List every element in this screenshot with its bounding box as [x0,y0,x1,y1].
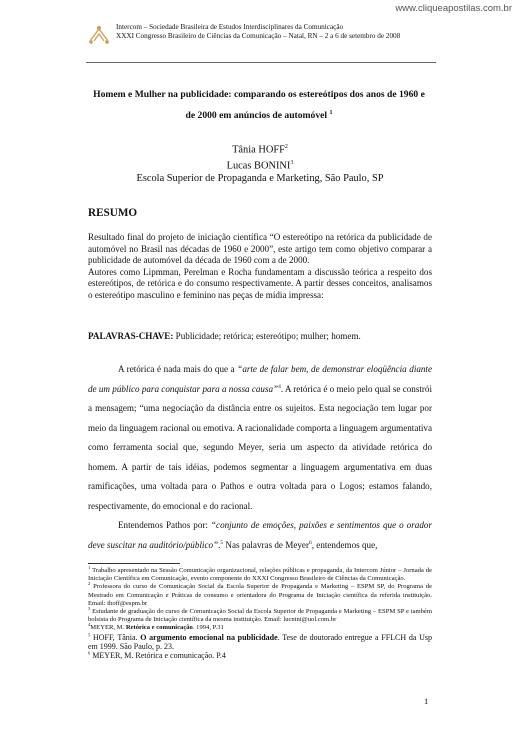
keywords-label: PALAVRAS-CHAVE: [88,331,174,341]
affiliation: Escola Superior de Propaganda e Marketing, São Paulo, SP [136,172,384,184]
footnote-6: $^6$ MEYER, M. Retórica e comunicação. P.4 [88,650,226,661]
author-block [88,141,432,185]
abstract-heading: RESUMO [88,207,138,219]
footnote-divider [88,563,180,564]
body-paragraph-1: A retórica é nada mais do que a “arte de falar bem, de demonstrar eloqüência diante de um público para conquistar para a nossa causa”$^4$. A retórica é o meio pelo qual se constrói a mensagem; “uma negociação da distância entre os sujeitos. Esta negociação tem lugar por meio da linguagem racional ou emotiva. A racionalidade comporta a linguagem argumentativa como ferramenta social que, segundo Meyer, seria um aspecto da atividade retórica do homem. A partir de tais idéias, podemos segmentar a linguagem argumentativa em duas ramificações, uma voltada para o Pathos e outra voltada para o Logos; estamos falando, respectivamente, do emocional e do racional. [88,364,432,511]
header-congress: XXXI Congresso Brasileiro de Ciências da Comunicação – Natal, RN – 2 a 6 de setembro de 2008 [116,32,401,40]
abstract-paragraph-1: Resultado final do projeto de iniciação científica “O estereótipo na retórica da publicidade de automóvel no Brasil nas décadas de 1960 e 2000”, este artigo tem como objetivo comparar a publicidade de automóvel da década de 1960 com a de 2000. [88,232,432,266]
pathos-quote: “conjunto de emoções, paixões e sentimentos que o orador deve suscitar na auditório/público” [88,520,432,550]
footnote-3: $^3$ Estudante de graduação do curso de Comunicação Social da Escola Superior de Propaganda e Marketing – ESPM SP e também bolsista do Programa de Iniciação científica da mesma instituição. Email: lucnini@uol.com.br [88,605,432,624]
header-divider [86,62,436,63]
header-society: Intercom – Sociedade Brasileira de Estudos Interdisciplinares da Comunicação [116,23,344,31]
paper-title [88,86,430,125]
body-text [88,360,432,555]
page-number: 1 [424,696,429,706]
keywords [88,331,432,341]
footnote-4: $^4$MEYER, M. Retórica e comunicação. 1994, P.31 [88,622,224,632]
footnotes [88,564,432,661]
author-1-footnote-ref[interactable]: 2 [284,144,288,150]
footnote-ref-4[interactable]: 4 [278,383,281,390]
title-line-2: de 2000 em anúncios de automóvel $^1$ [185,110,333,122]
abstract [88,232,432,302]
footnote-2: $^2$ Professora do curso de Comunicação Social da Escola Superior de Propaganda e Marketing – ESPM SP, do Programa de Mestrado em Comunicação e Práticas de consumo e orientadora do Programa de Iniciação científica da referida instituição. Email: thoff@espm.br [88,581,432,607]
rhetoric-quote: “arte de falar bem, de demonstrar eloqüência diante de um público para conquistar para a nossa causa” [88,364,432,394]
footnote-ref-6[interactable]: 6 [308,539,312,546]
title-footnote-ref[interactable]: 1 [329,110,333,116]
footnote-5: $^5$ HOFF, Tânia. O argumento emocional na publicidade. Tese de doutorado entregue a FFLCH da Usp em 1999. São Paulo, p. 23. [88,631,432,652]
body-paragraph-2: Entendemos Pathos por: “conjunto de emoções, paixões e sentimentos que o orador deve suscitar na auditório/público”.$^5$ Nas palavras de Meyer$^6$, entendemos que, [88,520,432,550]
footnote-1: $^1$ Trabalho apresentado na Sessão Comunicação organizacional, relações públicas e propaganda, da Intercom Júnior – Jornada de Iniciação Científica em Comunicação, evento componente do XXXI Congresso Brasileiro de Ciências da Comunicação. [88,564,432,583]
watermark-url: www.cliqueapostilas.com.br [395,3,512,14]
author-2-footnote-ref[interactable]: 3 [290,159,294,166]
keywords-list: Publicidade; retórica; estereótipo; mulher; homem. [173,331,361,341]
author-1: Tânia HOFF$^2$ [232,144,288,156]
intercom-logo-icon [88,25,110,45]
abstract-paragraph-2: Autores como Lipmman, Perelman e Rocha fundamentam a discussão teórica a respeito dos estereótipos, de retórica e do consumo respectivamente. A partir desses conceitos, analisamos o estereótipo masculino e feminino nas peças de mídia impressa: [88,266,432,300]
author-2: Lucas BONINI$^3$ [226,159,294,172]
footnote-ref-5[interactable]: 5 [220,539,224,546]
title-line-1: Homem e Mulher na publicidade: comparando os estereótipos dos anos de 1960 e [93,89,425,100]
